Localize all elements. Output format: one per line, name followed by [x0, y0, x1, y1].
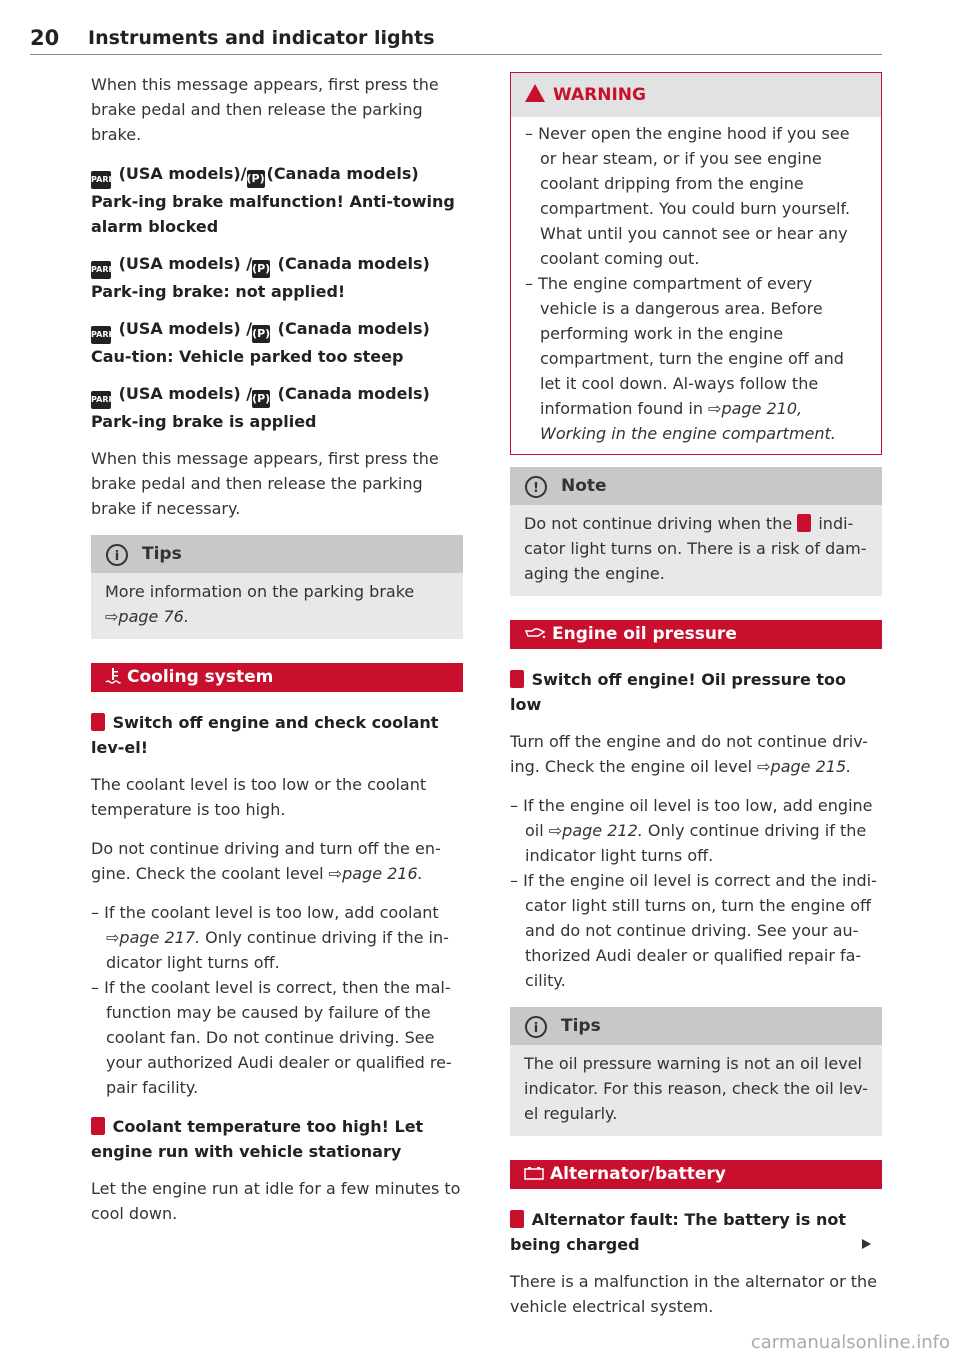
parking-brake-icon: (P): [252, 325, 270, 343]
coolant-warning-icon: [91, 713, 105, 731]
oil-can-icon: [524, 626, 546, 640]
page-header: [30, 22, 882, 55]
chapter-title: Instruments and indicator lights: [88, 27, 435, 49]
watermark: carmanualsonline.info: [750, 1332, 950, 1353]
message-heading: PARK (USA models) /(P) (Canada models) Park-ing brake is applied: [91, 384, 430, 431]
coolant-warning-icon: [797, 514, 811, 532]
bullet-list: [510, 793, 882, 993]
message-heading: PARK (USA models)/(P) (Canada models) Park-ing brake malfunction! Anti-towing alarm blocked: [91, 164, 455, 236]
intro-text: When this message appears, first press the brake pedal and then release the parking brake.: [91, 75, 439, 144]
parking-brake-icon: (P): [252, 260, 270, 278]
list-item: – Never open the engine hood if you see or hear steam, or if you see engine coolant dripping from the engine compartment. You could burn yourself. What until you cannot see or hear any coolant coming out.: [525, 121, 867, 271]
message-heading: PARK (USA models) /(P) (Canada models) Cau-tion: Vehicle parked too steep: [91, 319, 430, 366]
park-icon: PARK: [91, 171, 111, 189]
section-bar-oil: Engine oil pressure: [510, 620, 882, 649]
right-column: WARNING – Never open the engine hood if you see or hear steam, or if you see engine coolant dripping from the engine compartment. You could burn yourself. What until you cannot see or hear any coolant coming out. – The engine compartment of every vehicle is a dangerous area. Before performing work in the engine compartment, turn the engine off and let it cool down. Al-ways follow the information found in ⇨page 210, Working in the engine compartment. ! Note Do not continue driving when the indi-cator light turns on. There is a risk of dam-aging the engine. Engine oil pressure Switch off engine! Oil pressure too low Turn off the engine and do not continue driv-ing. Check the engine oil level ⇨page 215. – If the engine oil level is too low, add engine oil ⇨page 212. Only continue driving if the indicator light turns off. – If the engine oil level is correct and the indi-cator light still turns on, turn the engine off and do not continue driving. See your au-thorized Audi dealer or qualified repair fa-cility. i Tips The oil pressure warning is not an oil level indicator. For this reason, check the oil lev-el regularly. Alternator/battery Alternator fault: The battery is not being charged There is a malfunction in the alternator or the vehicle electrical system.: [510, 72, 882, 1333]
page-reference: ⇨page 76.: [105, 607, 189, 626]
park-icon: PARK: [91, 261, 111, 279]
tips-header: i Tips: [91, 535, 463, 573]
tips-header: i Tips: [510, 1007, 882, 1045]
warning-box: [510, 72, 882, 455]
oil-pressure-warning-icon: [510, 670, 524, 688]
warning-triangle-icon: [525, 84, 545, 102]
oil-heading: Switch off engine! Oil pressure too low: [510, 670, 846, 714]
info-icon: i: [525, 1016, 547, 1038]
page-reference: ⇨page 215.: [757, 757, 852, 776]
note-icon: !: [525, 476, 547, 498]
note-header: ! Note: [510, 467, 882, 505]
park-icon: PARK: [91, 326, 111, 344]
list-item: – If the engine oil level is correct and the indi-cator light still turns on, turn the engine off and do not continue driving. See your au-thorized Audi dealer or qualified repair fa-cility.: [510, 868, 882, 993]
coolant-warning-icon: [91, 1117, 105, 1135]
battery-icon: [524, 1166, 544, 1180]
parking-brake-icon: (P): [252, 390, 270, 408]
alternator-heading: Alternator fault: The battery is not being charged: [510, 1210, 846, 1254]
coolant-temperature-icon: [105, 667, 121, 685]
battery-warning-icon: [510, 1210, 524, 1228]
bullet-list: [91, 900, 463, 1100]
tips-box: i Tips The oil pressure warning is not an oil level indicator. For this reason, check the oil lev-el regularly.: [510, 1007, 882, 1136]
parking-brake-icon: (P): [247, 170, 265, 188]
message-heading: PARK (USA models) /(P) (Canada models) Park-ing brake: not applied!: [91, 254, 430, 301]
list-item: – If the coolant level is too low, add coolant ⇨page 217. Only continue driving if the in-dicator light turns off.: [91, 900, 463, 975]
page-number: 20: [30, 26, 60, 50]
park-icon: PARK: [91, 391, 111, 409]
info-icon: i: [106, 544, 128, 566]
coolant-temp-heading: Coolant temperature too high! Let engine run with vehicle stationary: [91, 1117, 424, 1161]
note-box: ! Note Do not continue driving when the indi-cator light turns on. There is a risk of dam-aging the engine.: [510, 467, 882, 596]
after-text: When this message appears, first press the brake pedal and then release the parking brake if necessary.: [91, 449, 439, 518]
list-item: – If the engine oil level is too low, add engine oil ⇨page 212. Only continue driving if the indicator light turns off.: [510, 793, 882, 868]
tips-box: i Tips More information on the parking brake ⇨page 76.: [91, 535, 463, 639]
left-column: When this message appears, first press the brake pedal and then release the parking brake. PARK (USA models)/(P) (Canada models) Park-ing brake malfunction! Anti-towing alarm blocked PARK (USA models) /(P) (Canada models) Park-ing brake: not applied! PARK (USA models) /(P) (Canada models) Cau-tion: Vehicle parked too steep PARK (USA models) /(P) (Canada models) Park-ing brake is applied When this message appears, first press the brake pedal and then release the parking brake if necessary. i Tips More information on the parking brake ⇨page 76. Cooling system Switch off engine and check coolant lev-el! The coolant level is too low or the coolant temperature is too high. Do not continue driving and turn off the en-gine. Check the coolant level ⇨page 216. – If the coolant level is too low, add coolant ⇨page 217. Only continue driving if the in-dicator light turns off. – If the coolant level is correct, then the mal-function may be caused by failure of the coolant fan. Do not continue driving. See your authorized Audi dealer or qualified re-pair facility. Coolant temperature too high! Let engine run with vehicle stationary Let the engine run at idle for a few minutes to cool down.: [91, 72, 463, 1240]
page-reference: ⇨page 216.: [328, 864, 423, 883]
coolant-heading: Switch off engine and check coolant lev-el!: [91, 713, 439, 757]
warning-header: WARNING: [511, 73, 881, 117]
section-bar-alternator: Alternator/battery: [510, 1160, 882, 1189]
continue-arrow-icon: [862, 1239, 871, 1249]
section-bar-cooling: Cooling system: [91, 663, 463, 692]
list-item: – If the coolant level is correct, then the mal-function may be caused by failure of the coolant fan. Do not continue driving. See your authorized Audi dealer or qualified re-pair facility.: [91, 975, 463, 1100]
list-item: – The engine compartment of every vehicle is a dangerous area. Before performing work in the engine compartment, turn the engine off and let it cool down. Al-ways follow the information found in ⇨page 210, Working in the engine compartment.: [525, 271, 867, 446]
